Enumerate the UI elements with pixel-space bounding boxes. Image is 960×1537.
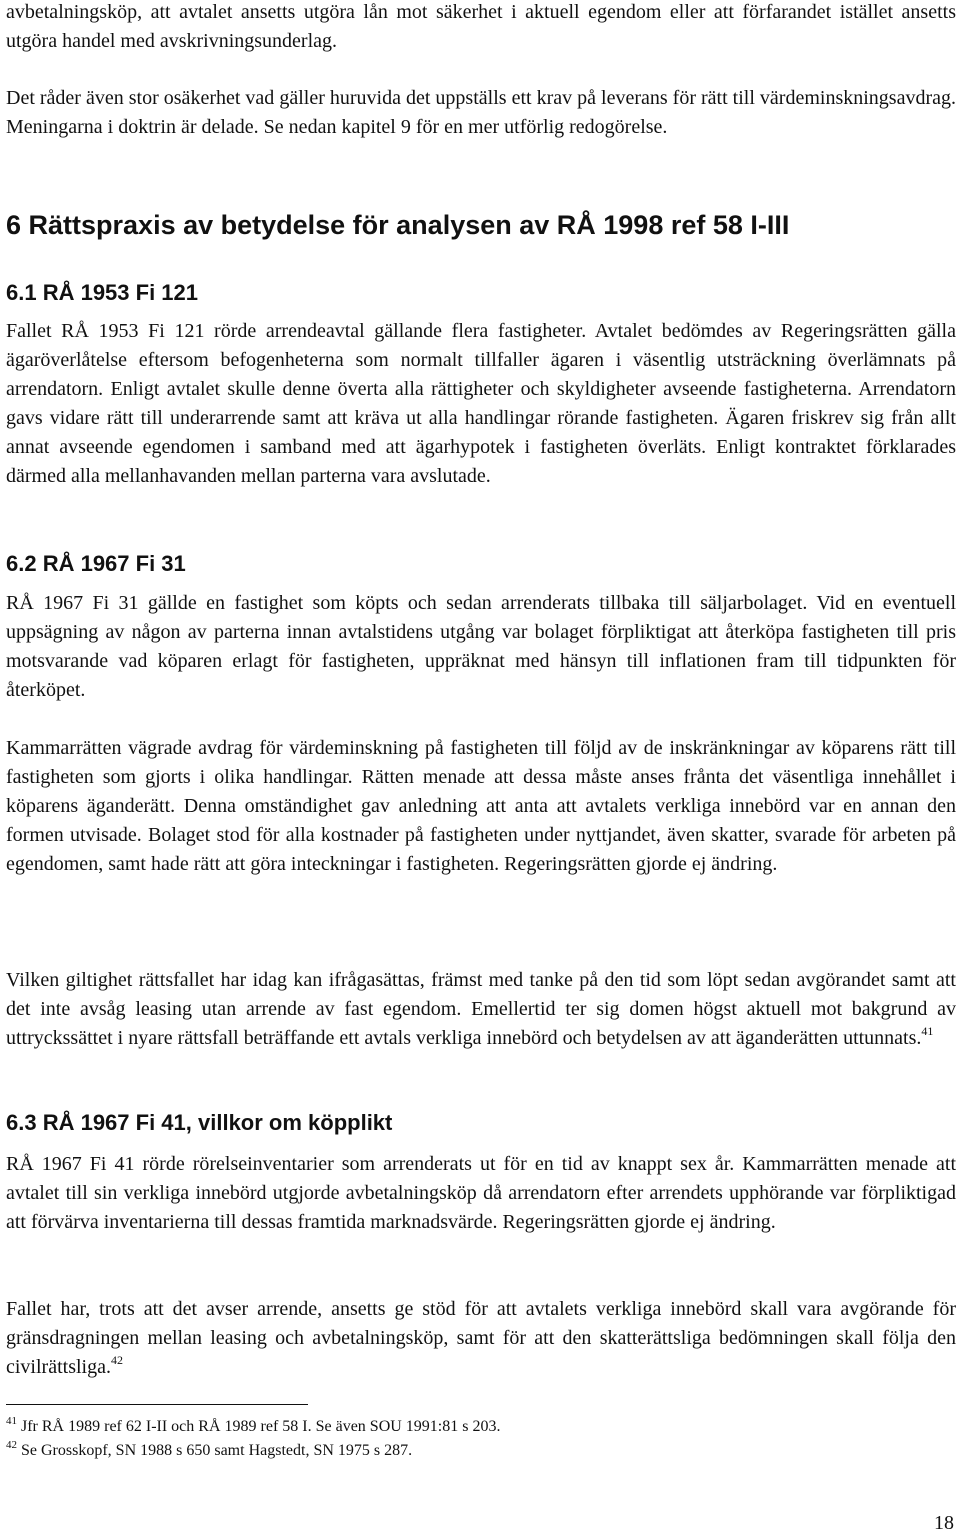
body-paragraph (6, 1295, 956, 1382)
footnote-text: Jfr RÅ 1989 ref 62 I-II och RÅ 1989 ref 58 I. Se även SOU 1991:81 s 203. (21, 1418, 501, 1435)
footnote-number: 41 (6, 1415, 17, 1427)
section-heading: 6.2 RÅ 1967 Fi 31 (6, 551, 186, 576)
paragraph-text: Fallet har, trots att det avser arrende, ansetts ge stöd för att avtalets verkliga innebörd skall vara avgörande för gränsdragningen mellan leasing och avbetalningsköp, samt för att den skatterättsliga bedömningen skall följa den civilrättsliga. (6, 1298, 956, 1378)
footnote-divider (6, 1404, 308, 1405)
body-paragraph: Kammarrätten vägrade avdrag för värdeminskning på fastigheten till följd av de inskränkningar av köparens rätt till fastigheten som gjorts i olika handlingar. Rätten menade att dessa måste anses frånta det väsentliga innehållet i köparens äganderätt. Denna omständighet gav anledning att anta att avtalets verkliga innebörd var en annan den formen utvisade. Bolaget stod för alla kostnader på fastigheten under nyttjandet, även skatter, svarade för arbeten på egendomen, samt hade rätt att göra inteckningar i fastigheten. Regeringsrätten gjorde ej ändring. (6, 737, 956, 875)
footnote-number: 42 (6, 1439, 17, 1451)
footnote (6, 1417, 500, 1437)
paragraph-text: Vilken giltighet rättsfallet har idag kan ifrågasättas, främst med tanke på den tid som löpt sedan avgörandet samt att det inte avsåg leasing utan arrende av fast egendom. Emellertid ter sig domen högst aktuell mot bakgrund av uttryckssättet i nyare rättsfall beträffande ett avtals verkliga innebörd och betydelsen av att äganderätten uttunnats. (6, 969, 956, 1049)
body-paragraph: Fallet RÅ 1953 Fi 121 rörde arrendeavtal gällande flera fastigheter. Avtalet bedömdes av Regeringsrätten gälla ägaröverlåtelse eftersom befogenheterna som normalt tillfaller ägaren i väsentlig utsträckning överlämnats på arrendatorn. Enligt avtalet skulle denne överta alla rättigheter och skyldigheter avseende fastigheterna. Arrendatorn gavs vidare rätt till underarrende samt att kräva ut alla handlingar rörande fastigheten. Ägaren friskrev sig från allt annat avseende egendomen i samband med att ägarhypotek i fastigheten överläts. Enligt kontraktet förklarades därmed alla mellanhavanden mellan parterna vara avslutade. (6, 320, 956, 487)
body-paragraph: RÅ 1967 Fi 41 rörde rörelseinventarier som arrenderats ut för en tid av knappt sex år. Kammarrätten menade att avtalet till sin verkliga innebörd utgjorde avbetalningsköp då arrendatorn efter arrendets upphörande var förpliktigad att förvärva inventarierna till dessas framtida marknadsvärde. Regeringsrätten gjorde ej ändring. (6, 1153, 956, 1233)
footnote (6, 1441, 412, 1461)
section-heading: 6.1 RÅ 1953 Fi 121 (6, 280, 199, 305)
intro-paragraph: Det råder även stor osäkerhet vad gäller huruvida det uppställs ett krav på leverans för rätt till värdeminskningsavdrag. Meningarna i doktrin är delade. Se nedan kapitel 9 för en mer utförlig redogörelse. (6, 87, 956, 138)
footnote-reference: 41 (921, 1024, 934, 1038)
footnote-text: Se Grosskopf, SN 1988 s 650 samt Hagstedt, SN 1975 s 287. (21, 1442, 413, 1459)
intro-paragraph: avbetalningsköp, att avtalet ansetts utgöra lån mot säkerhet i aktuell egendom eller att förfarandet istället ansetts utgöra handel med avskrivningsunderlag. (6, 1, 956, 52)
body-paragraph (6, 966, 956, 1053)
footnote-reference: 42 (110, 1353, 123, 1367)
chapter-heading: 6 Rättspraxis av betydelse för analysen av RÅ 1998 ref 58 I-III (6, 210, 790, 240)
body-paragraph: RÅ 1967 Fi 31 gällde en fastighet som köpts och sedan arrenderats tillbaka till säljarbolaget. Vid en eventuell uppsägning av någon av parterna innan avtalstidens utgång var bolaget förpliktigat att återköpa fastigheten till pris motsvarande vad köparen erlagt för fastigheten, uppräknat med hänsyn till inflationen fram till tidpunkten för återköpet. (6, 592, 956, 701)
section-heading: 6.3 RÅ 1967 Fi 41, villkor om köpplikt (6, 1110, 393, 1135)
page-number: 18 (934, 1512, 954, 1534)
